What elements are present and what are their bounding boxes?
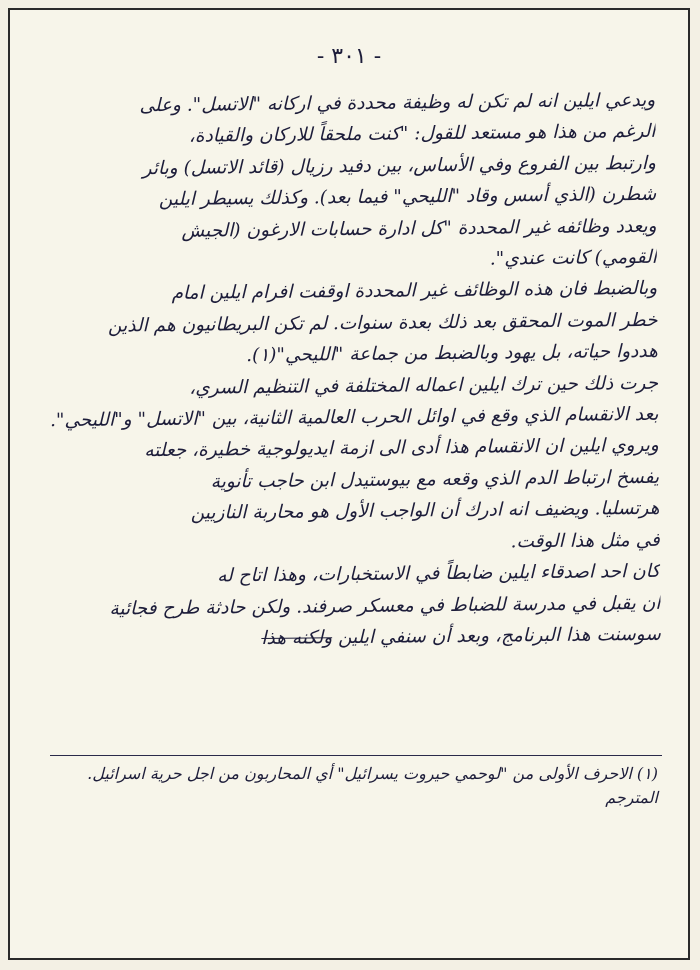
- text-line: ويروي ايلين ان الانقسام هذا أدى الى ازمة ايديولوجية خطيرة، جعلته: [144, 435, 659, 462]
- text-line: هرتسليا. ويضيف انه ادرك أن الواجب الأول هو محاربة النازيين: [190, 498, 660, 524]
- text-line: في مثل هذا الوقت.: [510, 529, 660, 553]
- text-line: ويعدد وظائفه غير المحددة "كل ادارة حسابات الارغون (الجيش: [181, 215, 657, 242]
- text-line: كان احد اصدقاء ايلين ضابطاً في الاستخبارات، وهذا اتاح له: [217, 560, 661, 587]
- footnote: (١) الاحرف الأولى من "لوحمي حيروت يسرائيل" أي المحاربون من اجل حرية اسرائيل. المترجم: [87, 764, 658, 807]
- text-line: وارتبط بين الفروع وفي الأساس، بين دفيد رزيال (قائد الاتسل) وبائر: [142, 152, 656, 180]
- text-segment: سوسنت هذا البرنامج، وبعد أن سنفي ايلين: [337, 623, 661, 649]
- handwritten-body: [47, 85, 661, 657]
- struck-out-text: ولكنه هذا: [261, 627, 333, 649]
- footnote-divider: [50, 755, 662, 756]
- text-line: شطرن (الذي أسس وقاد "الليحي" فيما بعد). وكذلك يسيطر ايلين: [158, 184, 657, 211]
- text-line: خطر الموت المحقق بعد ذلك بعدة سنوات. لم تكن البريطانيون هم الذين: [107, 309, 658, 337]
- text-line: يفسخ ارتباط الدم الذي وقعه مع بيوستيدل ابن حاجب تأنوية: [210, 466, 660, 493]
- text-line: هددوا حياته، بل يهود وبالضبط من جماعة "الليحي"(١).: [246, 341, 658, 367]
- text-line: ويدعي ايلين انه لم تكن له وظيفة محددة في اركانه "الاتسل". وعلى: [139, 89, 656, 117]
- text-line: الرغم من هذا هو مستعد للقول: "كنت ملحقاً للاركان والقيادة،: [188, 121, 656, 148]
- text-line-with-strikethrough: [53, 619, 661, 657]
- text-line: ان يقبل في مدرسة للضباط في معسكر صرفند. ولكن حادثة طرح فجائية: [109, 592, 661, 620]
- text-line: بعد الانقسام الذي وقع في اوائل الحرب العالمية الثانية، بين "الاتسل" و"الليحي".: [50, 403, 659, 432]
- document-page: [8, 8, 690, 960]
- text-line: جرت ذلك حين ترك ايلين اعماله المختلفة في التنظيم السري،: [189, 372, 659, 399]
- text-line: وبالضبط فان هذه الوظائف غير المحددة اوقفت افرام ايلين امام: [171, 278, 658, 305]
- page-number: - ٣٠١ -: [316, 44, 382, 69]
- text-line: القومي) كانت عندي".: [489, 246, 657, 270]
